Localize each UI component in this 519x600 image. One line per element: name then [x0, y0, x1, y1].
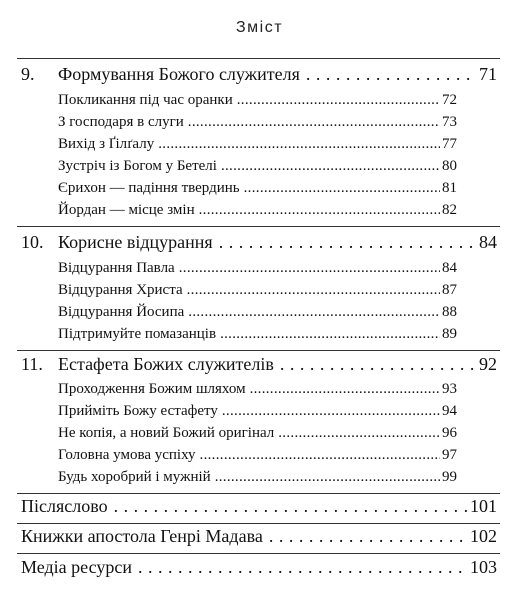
chapter-page: 92 [479, 354, 497, 374]
subsection-title: Прийміть Божу естафету [58, 403, 218, 419]
subsection-title: Покликання під час оранки [58, 92, 233, 108]
media-entry[interactable] [21, 557, 497, 578]
subsection-entry[interactable] [58, 136, 457, 153]
subsection-title: Головна умова успіху [58, 447, 196, 463]
dot-leader [215, 469, 440, 486]
chapter-number: 9. [21, 64, 35, 84]
section-divider [17, 350, 500, 351]
chapter-number: 11. [21, 354, 43, 374]
dot-leader [188, 304, 440, 321]
dot-leader [278, 425, 440, 442]
books-entry[interactable] [21, 526, 497, 547]
subsection-entry[interactable] [58, 381, 457, 398]
subsection-entry[interactable] [58, 282, 457, 299]
chapter-title: Корисне відцурання [58, 232, 213, 252]
subsection-title: Відцурання Йосипа [58, 304, 185, 320]
subsection-entry[interactable] [58, 260, 457, 277]
entry-page: 102 [470, 526, 497, 546]
dot-leader [237, 92, 440, 109]
subsection-page: 73 [442, 114, 457, 130]
dot-leader [114, 496, 468, 517]
chapter-11-entry[interactable] [21, 354, 497, 375]
subsection-page: 96 [442, 425, 457, 441]
dot-leader [199, 202, 440, 219]
entry-title: Медіа ресурси [21, 557, 132, 577]
chapter-title: Естафета Божих служителів [58, 354, 274, 374]
dot-leader [220, 326, 440, 343]
dot-leader [306, 64, 477, 85]
subsection-title: Підтримуйте помазанців [58, 326, 217, 342]
top-divider [17, 58, 500, 59]
entry-title: Післяслово [21, 496, 108, 516]
subsection-page: 88 [442, 304, 457, 320]
dot-leader [244, 180, 440, 197]
subsection-page: 77 [442, 136, 457, 152]
subsection-title: Йордан — місце змін [58, 202, 195, 218]
subsection-entry[interactable] [58, 469, 457, 486]
subsection-entry[interactable] [58, 114, 457, 131]
entry-page: 101 [470, 496, 497, 516]
subsection-page: 97 [442, 447, 457, 463]
dot-leader [138, 557, 468, 578]
subsection-entry[interactable] [58, 202, 457, 219]
subsection-title: Відцурання Христа [58, 282, 183, 298]
subsection-entry[interactable] [58, 304, 457, 321]
subsection-title: Будь хоробрий і мужній [58, 469, 211, 485]
subsection-title: Зустріч із Богом у Бетелі [58, 158, 217, 174]
entry-title: Книжки апостола Генрі Мадава [21, 526, 263, 546]
dot-leader [269, 526, 468, 547]
chapter-10-entry[interactable] [21, 232, 497, 253]
subsection-title: Не копія, а новий Божий оригінал [58, 425, 275, 441]
subsection-entry[interactable] [58, 425, 457, 442]
chapter-title: Формування Божого служителя [58, 64, 300, 84]
chapter-page: 71 [479, 64, 497, 84]
dot-leader [158, 136, 440, 153]
subsection-title: Вихід з Ґілґалу [58, 136, 155, 152]
subsection-entry[interactable] [58, 447, 457, 464]
dot-leader [187, 282, 440, 299]
section-divider [17, 523, 500, 524]
subsection-title: З господаря в слуги [58, 114, 184, 130]
subsection-page: 81 [442, 180, 457, 196]
afterword-entry[interactable] [21, 496, 497, 517]
dot-leader [250, 381, 440, 398]
page-header: Зміст [235, 19, 284, 36]
dot-leader [280, 354, 477, 375]
subsection-title: Єрихон — падіння твердинь [58, 180, 240, 196]
subsection-title: Проходження Божим шляхом [58, 381, 246, 397]
subsection-page: 84 [442, 260, 457, 276]
subsection-entry[interactable] [58, 403, 457, 420]
section-divider [17, 493, 500, 494]
dot-leader [221, 158, 440, 175]
section-divider [17, 553, 500, 554]
subsection-title: Відцурання Павла [58, 260, 175, 276]
subsection-page: 89 [442, 326, 457, 342]
chapter-9-entry[interactable] [21, 64, 497, 85]
entry-page: 103 [470, 557, 497, 577]
dot-leader [222, 403, 440, 420]
subsection-entry[interactable] [58, 326, 457, 343]
chapter-page: 84 [479, 232, 497, 252]
subsection-page: 93 [442, 381, 457, 397]
subsection-page: 82 [442, 202, 457, 218]
subsection-entry[interactable] [58, 180, 457, 197]
subsection-entry[interactable] [58, 158, 457, 175]
subsection-entry[interactable] [58, 92, 457, 109]
dot-leader [188, 114, 440, 131]
subsection-page: 87 [442, 282, 457, 298]
subsection-page: 99 [442, 469, 457, 485]
subsection-page: 80 [442, 158, 457, 174]
section-divider [17, 226, 500, 227]
dot-leader [219, 232, 477, 253]
chapter-number: 10. [21, 232, 44, 252]
subsection-page: 72 [442, 92, 457, 108]
dot-leader [200, 447, 440, 464]
dot-leader [179, 260, 440, 277]
subsection-page: 94 [442, 403, 457, 419]
